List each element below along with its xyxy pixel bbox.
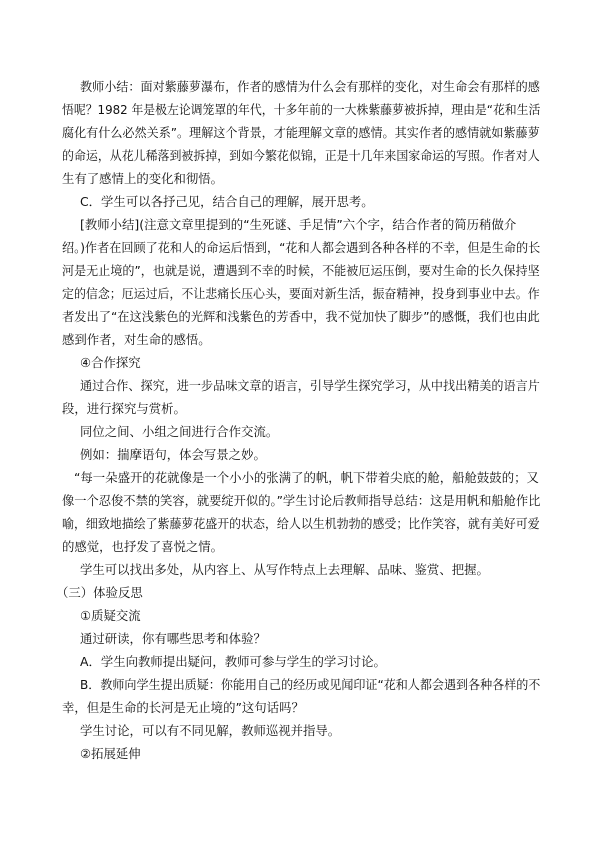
section-heading: ①质疑交流 [80, 608, 141, 623]
text-line: C．学生可以各抒己见，结合自己的理解，展开思考。 [80, 194, 374, 209]
text-line: 例如：揣摩语句，体会写景之妙。 [80, 447, 266, 462]
text-line: 幸，但是生命的长河是无止境的”这句话吗？ [62, 700, 304, 715]
text-line: 生有了感情上的变化和彻悟。 [62, 171, 224, 186]
text-line: 的感觉，也抒发了喜悦之情。 [62, 539, 224, 554]
text-line: 段，进行探究与赏析。 [62, 401, 186, 416]
text-line: 定的信念；厄运过后，不让悲痛长压心头，要面对新生活，振奋精神，投身到事业中去。作 [62, 286, 540, 301]
section-heading: ②拓展延伸 [80, 746, 141, 761]
text-line: 通过研读，你有哪些思考和体验？ [80, 631, 266, 646]
text-line: 腐化有什么必然关系”。理解这个背景，才能理解文章的感情。其实作者的感情就如紫藤萝 [62, 125, 540, 140]
text-line: B．教师向学生提出质疑：你能用自己的经历或见闻印证“花和人都会遇到各种各样的不 [80, 677, 541, 692]
text-line: 者发出了“在这浅紫色的光辉和浅紫色的芳香中，我不觉加快了脚步”的感慨，我们也由此 [62, 309, 540, 324]
section-heading: ④合作探究 [80, 355, 141, 370]
text-line: 教师小结：面对紫藤萝瀑布，作者的感情为什么会有那样的变化，对生命会有那样的感 [80, 79, 540, 94]
text-line: 通过合作、探究，进一步品味文章的语言，引导学生探究学习，从中找出精美的语言片 [80, 378, 540, 393]
text-line: 学生讨论，可以有不同见解，教师巡视并指导。 [80, 723, 341, 738]
text-line: 的命运，从花儿稀落到被拆掉，到如今繁花似锦，正是十几年来国家命运的写照。作者对人 [62, 148, 540, 163]
text-line: 学生可以找出多处，从内容上、从写作特点上去理解、品味、鉴赏、把握。 [80, 562, 489, 577]
text-line: 像一个忍俊不禁的笑容，就要绽开似的。”学生讨论后教师指导总结：这是用帆和船舱作比 [62, 493, 541, 508]
text-line: 河是无止境的”，也就是说，遭遇到不幸的时候，不能被厄运压倒，要对生命的长久保持坚 [62, 263, 540, 278]
text-line: 同位之间、小组之间进行合作交流。 [80, 424, 279, 439]
text-line: 悟呢？1982 年是极左论调笼罩的年代，十多年前的一大株紫藤萝被拆掉，理由是“花和生活 [62, 102, 541, 117]
section-heading: （三）体验反思 [56, 585, 143, 600]
text-line: [教师小结](注意文章里提到的“生死谜、手足情”六个字，结合作者的简历稍做介 [80, 217, 517, 232]
text-line: “每一朵盛开的花就像是一个小小的张满了的帆，帆下带着尖底的舱，船舱鼓鼓的；又 [74, 470, 539, 485]
text-line: 绍。)作者在回顾了花和人的命运后悟到，“花和人都会遇到各种各样的不幸，但是生命的长 [62, 240, 541, 255]
text-line: 喻，细致地描绘了紫藤萝花盛开的状态，给人以生机勃勃的感受；比作笑容，就有美好可爱 [62, 516, 540, 531]
text-line: 感到作者，对生命的感悟。 [62, 332, 211, 347]
text-line: A．学生向教师提出疑问，教师可参与学生的学习讨论。 [80, 654, 386, 669]
